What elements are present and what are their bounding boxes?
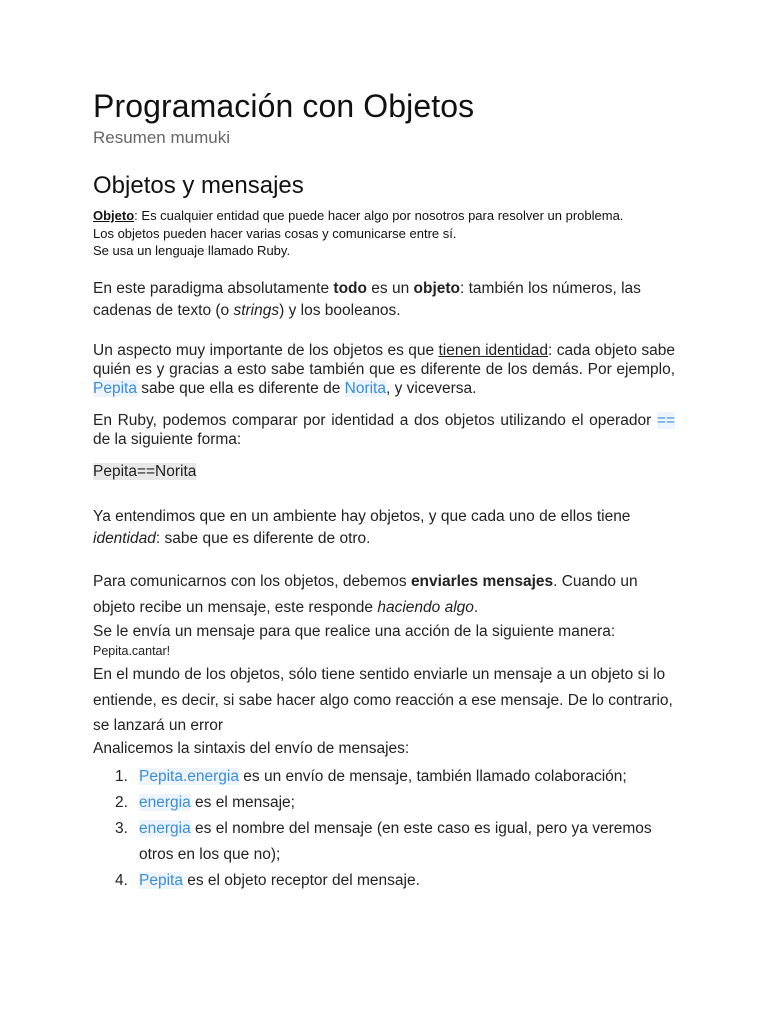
list-item: 4. Pepita es el objeto receptor del mensaje. <box>115 872 420 889</box>
paragraph-todo-es-objeto: En este paradigma absolutamente todo es un objeto: también los números, las cadenas de texto (o strings) y los booleanos. <box>93 280 641 319</box>
code-snippet: Pepita.cantar! <box>93 644 171 658</box>
list-item: 2. energia es el mensaje; <box>115 794 295 811</box>
definition-block <box>93 207 623 260</box>
inline-code: == <box>656 412 675 429</box>
inline-code: Pepita.energia <box>139 768 239 785</box>
paragraph-ambiente: Ya entendimos que en un ambiente hay objetos, y que cada uno de ellos tiene identidad: sabe que es diferente de otro. <box>93 508 631 547</box>
paragraph-comparar: En Ruby, podemos comparar por identidad a dos objetos utilizando el operador == de la siguiente forma: <box>93 412 675 448</box>
list-item: 3. energia es el nombre del mensaje (en este caso es igual, pero ya veremos otros en los que no); <box>115 820 652 863</box>
inline-code: energia <box>139 820 191 837</box>
paragraph-envio: Se le envía un mensaje para que realice una acción de la siguiente manera: Pepita.cantar! <box>93 621 675 660</box>
paragraph-mensajes: Para comunicarnos con los objetos, debemos enviarles mensajes. Cuando un objeto recibe un mensaje, este responde haciendo algo. <box>93 573 638 616</box>
code-example <box>93 462 675 482</box>
definition-line: Objeto: Es cualquier entidad que puede hacer algo por nosotros para resolver un problema. <box>93 208 624 223</box>
definition-line-2: Los objetos pueden hacer varias cosas y comunicarse entre sí. <box>93 225 457 241</box>
document-title: Programación con Objetos <box>93 88 475 124</box>
document-subtitle: Resumen mumuki <box>93 128 230 147</box>
definition-line-3: Se usa un lenguaje llamado Ruby. <box>93 243 291 258</box>
highlighted-code: Pepita==Norita <box>93 463 197 480</box>
paragraph-error: En el mundo de los objetos, sólo tiene sentido enviarle un mensaje a un objeto si lo entiende, es decir, si sabe hacer algo como reacción a ese mensaje. De lo contrario, se lanzará un error <box>93 666 673 734</box>
inline-code: Pepita <box>139 872 183 889</box>
inline-code: Norita <box>344 380 386 397</box>
inline-code: Pepita <box>93 380 137 397</box>
paragraph-identidad: Un aspecto muy importante de los objetos es que tienen identidad: cada objeto sabe quién es y gracias a esto sabe también que es diferente de los demás. Por ejemplo, Pepita sabe que ella es diferente de Norita, y viceversa. <box>93 342 675 397</box>
section-heading: Objetos y mensajes <box>93 172 304 199</box>
inline-code: energia <box>139 794 191 811</box>
list-item: 1. Pepita.energia es un envío de mensaje, también llamado colaboración; <box>115 768 627 785</box>
syntax-list <box>93 764 675 894</box>
definition-term: Objeto <box>93 208 135 223</box>
paragraph-sintaxis: Analicemos la sintaxis del envío de mensajes: <box>93 740 410 757</box>
